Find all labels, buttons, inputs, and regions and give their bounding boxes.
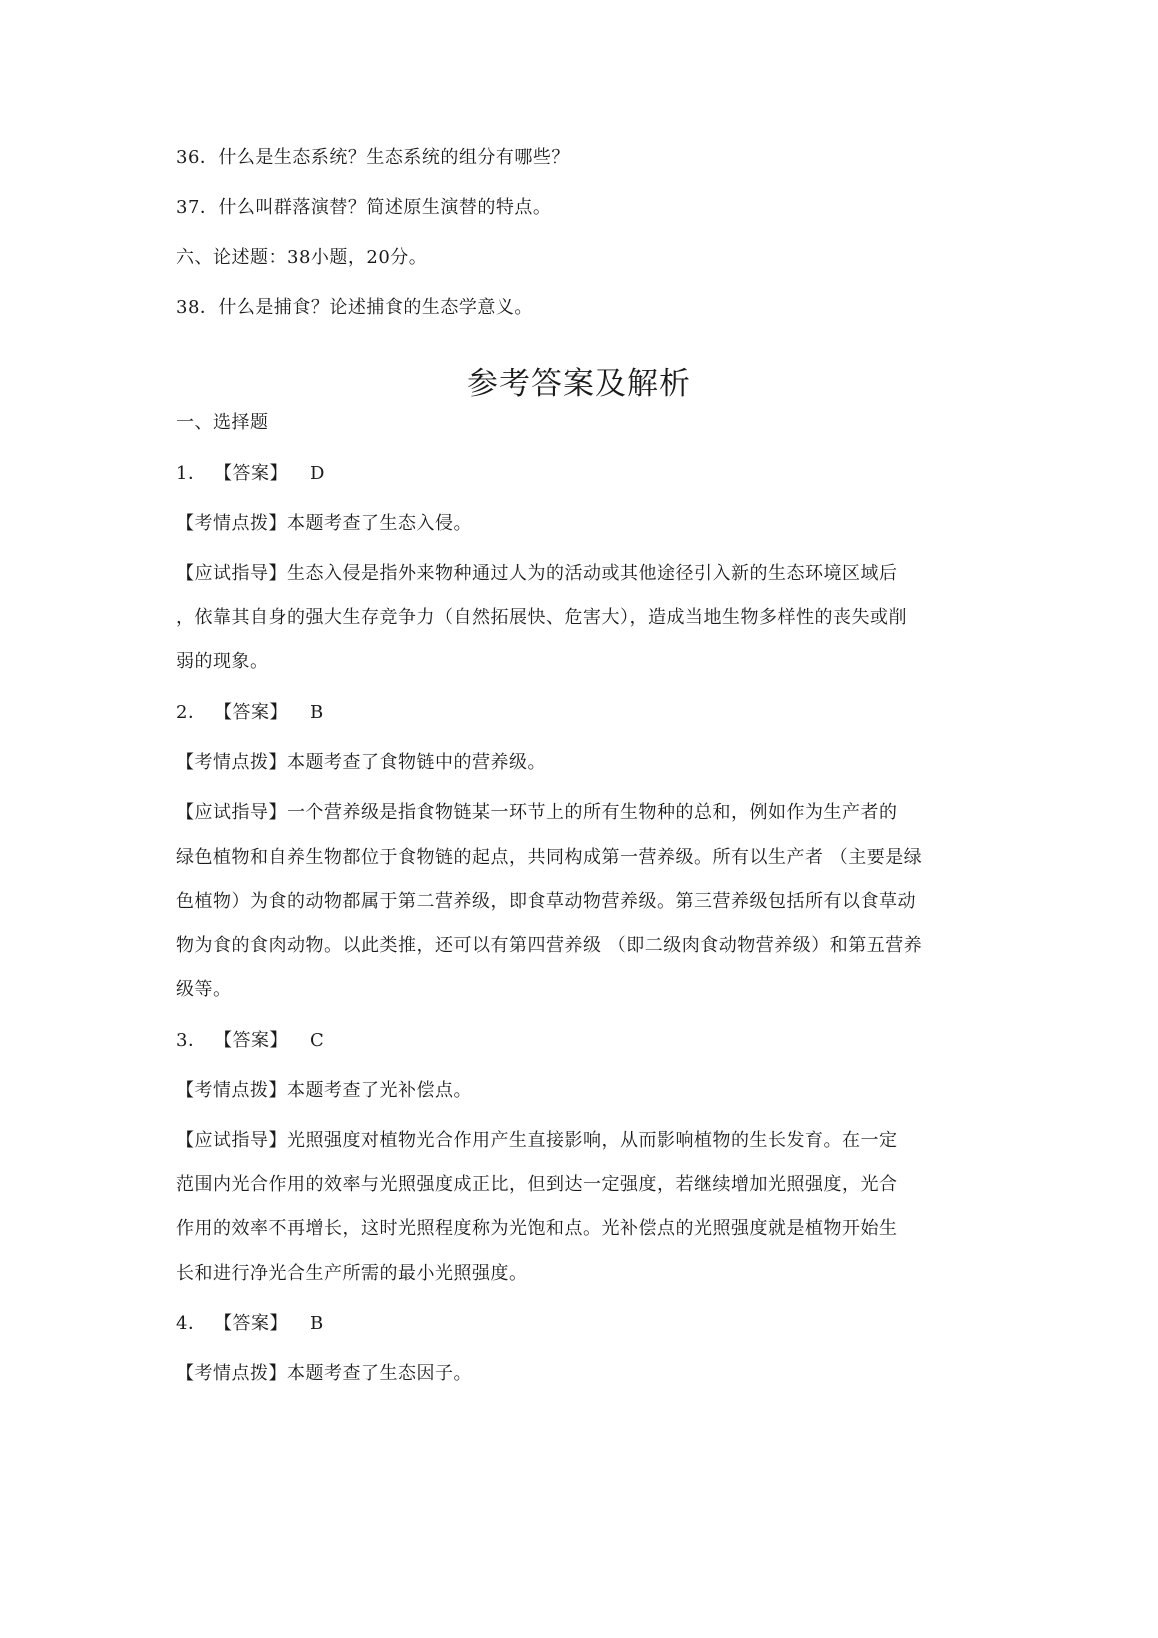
- guide-line-1-2: ，依靠其自身的强大生存竞争力（自然拓展快、危害大），造成当地生物多样性的丧失或削: [176, 607, 907, 628]
- point-line-3: 【考情点拨】本题考查了光补偿点。: [176, 1080, 472, 1101]
- answer-line-3: [176, 1029, 324, 1053]
- point-line-1: 【考情点拨】本题考查了生态入侵。: [176, 513, 472, 534]
- guide-line-2-1: 【应试指导】一个营养级是指食物链某一环节上的所有生物种的总和，例如作为生产者的: [176, 802, 898, 823]
- answer-number: 1．: [176, 463, 207, 484]
- answer-line-2: [176, 701, 324, 725]
- answer-value: B: [310, 1313, 324, 1334]
- question-36: 36．什么是生态系统？生态系统的组分有哪些？: [176, 147, 570, 168]
- guide-line-1-3: 弱的现象。: [176, 651, 269, 672]
- guide-line-3-2: 范围内光合作用的效率与光照强度成正比，但到达一定强度，若继续增加光照强度，光合: [176, 1174, 898, 1195]
- guide-line-2-4: 物为食的食肉动物。以此类推，还可以有第四营养级 （即二级肉食动物营养级）和第五营养: [176, 935, 923, 956]
- answer-line-1: [176, 462, 325, 486]
- guide-line-3-3: 作用的效率不再增长，这时光照程度称为光饱和点。光补偿点的光照强度就是植物开始生: [176, 1218, 898, 1239]
- point-line-4: 【考情点拨】本题考查了生态因子。: [176, 1363, 472, 1384]
- question-37: 37．什么叫群落演替？简述原生演替的特点。: [176, 197, 552, 218]
- answer-number: 2．: [176, 702, 207, 723]
- guide-line-1-1: 【应试指导】生态入侵是指外来物种通过人为的活动或其他途径引入新的生态环境区域后: [176, 563, 898, 584]
- section-heading-choice: 一、选择题: [176, 412, 269, 433]
- answer-label: 【答案】: [214, 1313, 288, 1334]
- guide-line-2-5: 级等。: [176, 979, 232, 1000]
- guide-line-3-1: 【应试指导】光照强度对植物光合作用产生直接影响，从而影响植物的生长发育。在一定: [176, 1130, 898, 1151]
- answer-number: 4．: [176, 1313, 207, 1334]
- guide-line-2-2: 绿色植物和自养生物都位于食物链的起点，共同构成第一营养级。所有以生产者 （主要是绿: [176, 847, 923, 868]
- answers-title: 参考答案及解析: [467, 366, 691, 402]
- answer-value: C: [310, 1030, 325, 1051]
- answer-line-4: [176, 1312, 324, 1336]
- guide-line-3-4: 长和进行净光合生产所需的最小光照强度。: [176, 1263, 528, 1284]
- section-heading-essay: 六、论述题：38小题，20分。: [176, 247, 428, 268]
- answer-value: D: [310, 463, 325, 484]
- answer-label: 【答案】: [214, 702, 288, 723]
- guide-line-2-3: 色植物）为食的动物都属于第二营养级，即食草动物营养级。第三营养级包括所有以食草动: [176, 891, 916, 912]
- answer-number: 3．: [176, 1030, 207, 1051]
- point-line-2: 【考情点拨】本题考查了食物链中的营养级。: [176, 752, 546, 773]
- answer-label: 【答案】: [214, 1030, 288, 1051]
- answer-label: 【答案】: [214, 463, 288, 484]
- answer-value: B: [310, 702, 324, 723]
- question-38: 38．什么是捕食？论述捕食的生态学意义。: [176, 297, 533, 318]
